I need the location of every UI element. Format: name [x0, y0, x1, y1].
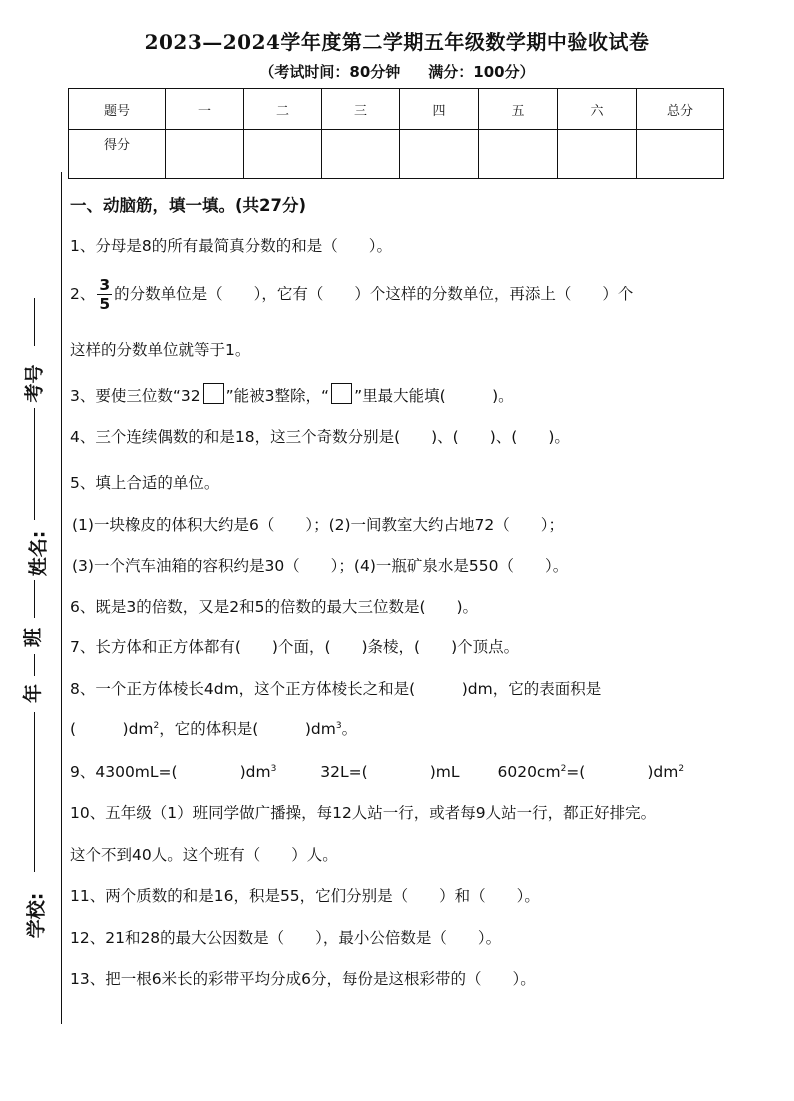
score-table-header-row [69, 89, 724, 130]
binding-margin-line [61, 172, 62, 1024]
question-5-line-1: (1)一块橡皮的体积大约是6（ ）；(2)一间教室大约占地72（ ）； [72, 516, 564, 534]
superscript: 2 [153, 720, 160, 731]
question-10: 10、五年级（1）班同学做广播操，每12人站一行，或者每9人站一行，都正好排完。 [70, 804, 657, 822]
section-1-title: 一、动脑筋，填一填。(共27分) [70, 196, 307, 215]
question-3-text-a: 3、要使三位数“32 [70, 387, 201, 405]
question-2-text: 的分数单位是（ ），它有（ ）个这样的分数单位，再添上（ ）个 [114, 285, 634, 303]
digit-box[interactable] [203, 383, 224, 404]
question-11: 11、两个质数的和是16，积是55，它们分别是（ ）和（ ）。 [70, 887, 540, 905]
score-cell[interactable] [558, 130, 637, 179]
question-3-text-c: ”里最大能填( )。 [354, 387, 514, 405]
superscript: 3 [270, 763, 277, 774]
class-blank[interactable] [34, 580, 35, 618]
fraction-denominator: 5 [99, 295, 111, 313]
grade-blank[interactable] [34, 654, 35, 676]
question-6: 6、既是3的倍数，又是2和5的倍数的最大三位数是( )。 [70, 598, 479, 616]
school-label: 学校: [25, 892, 48, 939]
score-cell[interactable] [400, 130, 479, 179]
question-1: 1、分母是8的所有最简真分数的和是（ ）。 [70, 237, 392, 255]
grade-label: 年 [22, 683, 45, 704]
digit-box[interactable] [331, 383, 352, 404]
score-table-header-cell: 三 [322, 89, 400, 130]
exam-no-blank[interactable] [34, 298, 35, 346]
q9-part-a: 9、4300mL=( )dm [70, 763, 271, 781]
question-5-line-2: (3)一个汽车油箱的容积约是30（ ）；(4)一瓶矿泉水是550（ ）。 [72, 557, 569, 575]
score-table-header-cell: 题号 [69, 89, 166, 130]
exam-no-label: 考号 [23, 364, 46, 403]
name-label: 姓名: [27, 530, 50, 577]
exam-time: （考试时间：80分钟 [259, 63, 401, 81]
question-2-number: 2、 [70, 285, 96, 303]
question-7: 7、长方体和正方体都有( )个面，( )条棱，( )个顶点。 [70, 638, 520, 656]
score-cell[interactable] [322, 130, 400, 179]
question-4: 4、三个连续偶数的和是18，这三个奇数分别是( )、( )、( )。 [70, 428, 570, 446]
question-2-continued: 这样的分数单位就等于1。 [70, 341, 251, 359]
school-blank[interactable] [34, 712, 35, 872]
superscript: 2 [560, 763, 567, 774]
q8-area-blank: ( )dm [70, 720, 154, 738]
score-table-header-cell: 四 [400, 89, 479, 130]
score-cell[interactable] [479, 130, 558, 179]
exam-subtitle [0, 61, 794, 82]
q9-part-c-blank: =( )dm [566, 763, 679, 781]
score-label-cell: 得分 [69, 130, 166, 179]
question-5: 5、填上合适的单位。 [70, 474, 220, 492]
q8-volume-blank: ，它的体积是( )dm [159, 720, 336, 738]
question-9 [70, 760, 684, 782]
question-3-text-b: ”能被3整除，“ [225, 387, 330, 405]
name-blank[interactable] [34, 408, 35, 520]
score-table-header-cell: 二 [244, 89, 322, 130]
score-table-header-cell: 六 [558, 89, 637, 130]
q9-part-b: 32L=( )mL [320, 763, 460, 781]
q8-end: 。 [341, 720, 358, 738]
superscript: 2 [678, 763, 685, 774]
class-label: 班 [22, 627, 45, 648]
score-table-header-cell: 总分 [637, 89, 724, 130]
question-8-continued [70, 717, 357, 739]
score-cell[interactable] [637, 130, 724, 179]
fraction-three-fifths [97, 276, 112, 313]
q9-part-c: 6020cm [497, 763, 561, 781]
question-8: 8、一个正方体棱长4dm，这个正方体棱长之和是( )dm，它的表面积是 [70, 680, 602, 698]
question-12: 12、21和28的最大公因数是（ ），最小公倍数是（ ）。 [70, 929, 502, 947]
question-2 [70, 276, 633, 313]
score-table-score-row [69, 130, 724, 179]
score-table [68, 88, 724, 179]
score-table-header-cell: 一 [166, 89, 244, 130]
exam-title: 2023—2024学年度第二学期五年级数学期中验收试卷 [144, 30, 650, 54]
score-cell[interactable] [166, 130, 244, 179]
question-10-continued: 这个不到40人。这个班有（ ）人。 [70, 846, 338, 864]
score-table-header-cell: 五 [479, 89, 558, 130]
fraction-numerator: 3 [99, 276, 111, 294]
question-13: 13、把一根6米长的彩带平均分成6分，每份是这根彩带的（ ）。 [70, 970, 536, 988]
score-cell[interactable] [244, 130, 322, 179]
exam-total-score: 满分：100分） [428, 63, 535, 81]
superscript: 3 [335, 720, 342, 731]
question-3 [70, 383, 514, 406]
